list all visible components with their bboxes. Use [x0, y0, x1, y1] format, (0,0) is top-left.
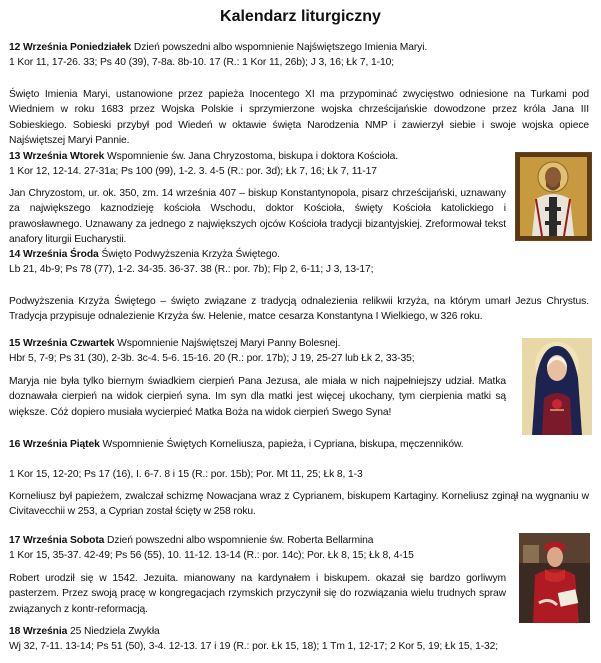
entry-description: Święto Imienia Maryi, ustanowione przez papieża Inocentego XI ma przypominać zwycięstwo odniesione na Turkami pod Wiedniem w roku 1683 przez Wojska Polskie i sprzymierzone wojska chrześcijańskie dowodzone przez króla Jana III Sobieskiego. Sobieski przybył pod Wiedeń w oktawie święta Narodzenia NMP i zawierzył siebie i swoje wojska opiece Najświętszej Maryi Pannie. — [9, 89, 589, 147]
entry-header-16 — [9, 437, 589, 452]
entry-description: Podwyższenia Krzyża Świętego – święto związane z tradycją odnalezienia relikwii krzyża, na którym umarł Jezus Chrystus. Tradycja przypisuje odnalezienie Krzyża św. Helenie, matce cesarza Konstantyna I Wielkiego, w 326 roku. — [9, 296, 589, 323]
entry-header-13 — [9, 149, 506, 164]
st-john-chrysostom-icon — [515, 152, 592, 241]
entry-header-14 — [9, 247, 589, 262]
entry-description: Korneliusz był papieżem, zwalczał schizmę Nowacjana wraz z Cyprianem, biskupem Kartaginy. Korneliusz zginął na wygnaniu w Civitavecchii w 253, a Cyprian został ścięty w 258 roku. — [9, 491, 589, 518]
entry-description: Jan Chryzostom, ur. ok. 350, zm. 14 września 407 – biskup Konstantynopola, pisarz chrześcijański, uznawany za największego kaznodzieję kościoła Wschodu, doktor Kościoła, święty Kościoła katolickiego i prawosławnego. Uznawany za jednego z największych ojców Kościoła tradycji bizantyjskiej. Zreformował tekst anafory liturgii Eucharystii. — [9, 188, 506, 246]
entry-header-18 — [9, 624, 589, 639]
entry-date: 14 Września Środa — [9, 249, 99, 260]
entry-readings: Wj 32, 7-11. 13-14; Ps 51 (50), 3-4. 12-13. 17 i 19 (R.: por. Łk 15, 18); 1 Tm 1, 12-17; 2 Kor 5, 19; Łk 15, 1-32; — [9, 641, 499, 652]
entry-heading: Wspomnienie św. Jana Chryzostoma, biskupa i doktora Kościoła. — [104, 151, 398, 162]
entry-readings: 1 Kor 15, 12-20; Ps 17 (16), I. 6-7. 8 i 15 (R.: por. 15b); Por. Mt 11, 25; Łk 8, 1-3 — [9, 469, 363, 480]
entry-header-17 — [9, 533, 506, 548]
entry-date: 17 Września Sobota — [9, 535, 105, 546]
entry-heading: 25 Niedziela Zwykła — [67, 626, 160, 637]
entry-readings: Hbr 5, 7-9; Ps 31 (30), 2-3b. 3c-4. 5-6. 15-16. 20 (R.: por. 17b); J 19, 25-27 lub Łk 2, 33-35; — [9, 353, 415, 364]
entry-heading: Wspomnienie Najświętszej Maryi Panny Bolesnej. — [114, 338, 341, 349]
entry-date: 12 Września Poniedziałek — [9, 42, 132, 53]
entry-header-15 — [9, 336, 506, 351]
entry-readings: 1 Kor 15, 35-37. 42-49; Ps 56 (55), 10. 11-12. 13-14 (R.: por. 14c); Por. Łk 8, 15; Łk 8, 4-15 — [9, 550, 414, 561]
entry-date: 18 Września — [9, 626, 68, 637]
entry-header-12 — [9, 40, 589, 55]
entry-date: 16 Września Piątek — [9, 439, 100, 450]
page-title: Kalendarz liturgiczny — [220, 8, 381, 25]
robert-bellarmine-icon — [519, 533, 590, 623]
entry-date: 13 Września Wtorek — [9, 151, 105, 162]
entry-description: Robert urodził się w 1542. Jezuita. mianowany na kardynałem i biskupem. okazał się bardzo gorliwym pasterzem. Przez swoją pracę w kongregacjach rzymskich przyczynił się do rozwiązania wielu trudnych spraw związanych z kontr-reformacją. — [9, 573, 506, 615]
entry-heading: Święto Podwyższenia Krzyża Świętego. — [98, 249, 280, 260]
entry-readings: 1 Kor 12, 12-14. 27-31a; Ps 100 (99), 1-2. 3. 4-5 (R.: por. 3d); Łk 7, 16; Łk 7, 11-17 — [9, 166, 377, 177]
entry-description: Maryja nie była tylko biernym świadkiem cierpień Pana Jezusa, ale miała w nich najpełniejszy udział. Matka doznawała cierpień na widok cierpień syna. Im syn dla matki jest więcej ukochany, tym cierpienia matki są większe. Cóż dopiero musiała wycierpieć Matka Boża na widok cierpień Swego Syna! — [9, 376, 506, 418]
entry-heading: Wspomnienie Świętych Korneliusza, papieża, i Cypriana, biskupa, męczenników. — [99, 439, 464, 450]
entry-heading: Dzień powszedni albo wspomnienie św. Roberta Bellarmina — [104, 535, 374, 546]
entry-date: 15 Września Czwartek — [9, 338, 115, 349]
entry-heading: Dzień powszedni albo wspomnienie Najświętszego Imienia Maryi. — [131, 42, 428, 53]
our-lady-of-sorrows-icon — [522, 338, 592, 435]
entry-readings: 1 Kor 11, 17-26. 33; Ps 40 (39), 7-8a. 8b-10. 17 (R.: 1 Kor 11, 26b); J 3, 16; Łk 7, 1-10; — [9, 57, 394, 68]
entry-readings: Lb 21, 4b-9; Ps 78 (77), 1-2. 34-35. 36-37. 38 (R.: por. 7b); Flp 2, 6-11; J 3, 13-17; — [9, 264, 374, 275]
